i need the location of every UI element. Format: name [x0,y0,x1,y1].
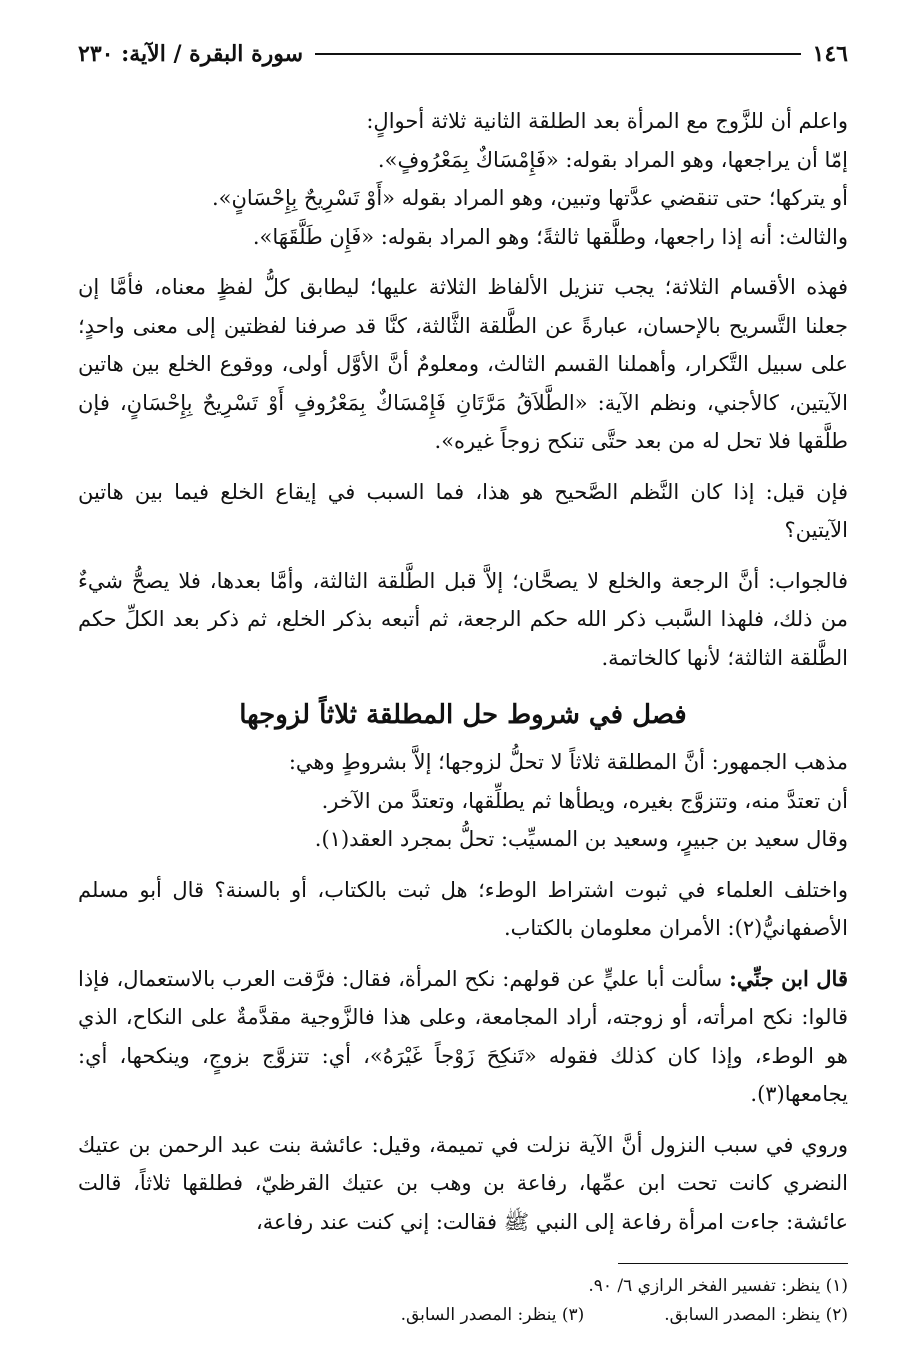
footnote-row [78,1301,848,1330]
header-rule [315,53,801,55]
footnote-2: (٢) ينظر: المصدر السابق. [664,1305,848,1325]
paragraph: واختلف العلماء في ثبوت اشتراط الوطء؛ هل ثبت بالكتاب، أو بالسنة؟ قال أبو مسلم الأصفهانيُّ(٢): الأمران معلومان بالكتاب. [78,877,848,940]
paragraph-line: والثالث: أنه إذا راجعها، وطلَّقها ثالثةً؛ وهو المراد بقوله: «فَإِن طَلَّقَهَا». [252,224,848,249]
page-number: ١٤٦ [812,41,848,67]
bold-lead: قال ابن جنِّي: [729,965,848,991]
footnote-1: (١) ينظر: تفسير الفخر الرازي ٦/ ٩٠. [588,1276,848,1296]
paragraph-line: إمّا أن يراجعها، وهو المراد بقوله: «فَإِمْسَاكٌ بِمَعْرُوفٍ». [377,147,848,172]
paragraph: فالجواب: أنَّ الرجعة والخلع لا يصحَّان؛ إلاَّ قبل الطَّلقة الثالثة، وأمَّا بعدها، فلا يصحُّ شيءٌ من ذلك، فلهذا السَّبب ذكر الله حكم الرجعة، ثم أتبعه بذكر الخلع، ثم ذكر بعد الكلِّ حكم الطَّلقة الثالثة؛ لأنها كالخاتمة. [78,568,848,670]
book-page [78,36,848,1330]
section-heading: فصل في شروط حل المطلقة ثلاثاً لزوجها [239,700,687,730]
paragraph: وروي في سبب النزول أنَّ الآية نزلت في تميمة، وقيل: عائشة بنت عبد الرحمن بن عتيك النضري كانت تحت ابن عمِّها، رفاعة بن وهب بن عتيك القرظيّ، فطلقها ثلاثاً، قالت عائشة: جاءت امرأة رفاعة إلى النبي ﷺ فقالت: إني كنت عند رفاعة، [78,1132,848,1234]
footnotes [78,1272,848,1330]
paragraph: فإن قيل: إذا كان النَّظم الصَّحيح هو هذا، فما السبب في إيقاع الخلع فيما بين هاتين الآيتين؟ [78,479,848,542]
paragraph-line: أو يتركها؛ حتى تنقضي عدَّتها وتبين، وهو المراد بقوله «أَوْ تَسْرِيحٌ بِإِحْسَانٍ». [211,186,848,210]
paragraph-line: وقال سعيد بن جبيرٍ، وسعيد بن المسيِّب: تحلُّ بمجرد العقد(١). [314,827,848,851]
page-header [78,36,848,72]
footnote-3: (٣) ينظر: المصدر السابق. [400,1305,585,1325]
paragraph-line: واعلم أن للزَّوج مع المرأة بعد الطلقة الثانية ثلاثة أحوالٍ: [366,109,848,133]
paragraph-line: أن تعتدَّ منه، وتتزوَّج بغيره، ويطأها ثم يطلِّقها، وتعتدَّ من الآخر. [321,788,848,813]
footnote-rule [618,1263,848,1264]
paragraph: فهذه الأقسام الثلاثة؛ يجب تنزيل الألفاظ الثلاثة عليها؛ ليطابق كلُّ لفظٍ معناه، فأمَّا إن جعلنا التَّسريح بالإحسان، عبارةً عن الطَّلقة الثَّالثة، كنَّا قد صرفنا لفظتين إلى معنى واحدٍ؛ على سبيل التَّكرار، وأهملنا القسم الثالث، ومعلومٌ أنَّ الأوَّل أولى، ووقوع الخلع بين هاتين الآيتين، كالأجني، ونظم الآية: «الطَّلاَقُ مَرَّتَانِ فَإِمْسَاكٌ بِمَعْرُوفٍ أَوْ تَسْرِيحٌ بِإِحْسَانٍ، فإن طلَّقها فلا تحل له من بعد حتَّى تنكح زوجاً غيره». [78,275,848,453]
running-title: سورة البقرة / الآية: ٢٣٠ [78,41,304,67]
paragraph-text: سألت أبا عليٍّ عن قولهم: نكح المرأة، فقال: فرَّقت العرب بالاستعمال، فإذا قالوا: نكح امرأته، أو زوجته، أراد المجامعة، وعلى هذا فالزَّوجية مقدَّمةٌ على النكاح، الذي هو الوطء، وإذا كان كذلك فقوله «تَنكِحَ زَوْجاً غَيْرَهُ»، أي: تتزوَّج بزوجٍ، وينكحها، أي: يجامعها(٣). [78,966,848,1106]
paragraph-line: مذهب الجمهور: أنَّ المطلقة ثلاثاً لا تحلُّ لزوجها؛ إلاَّ بشروطٍ وهي: [288,750,848,774]
paragraph [78,960,848,1114]
main-text [78,102,848,1241]
